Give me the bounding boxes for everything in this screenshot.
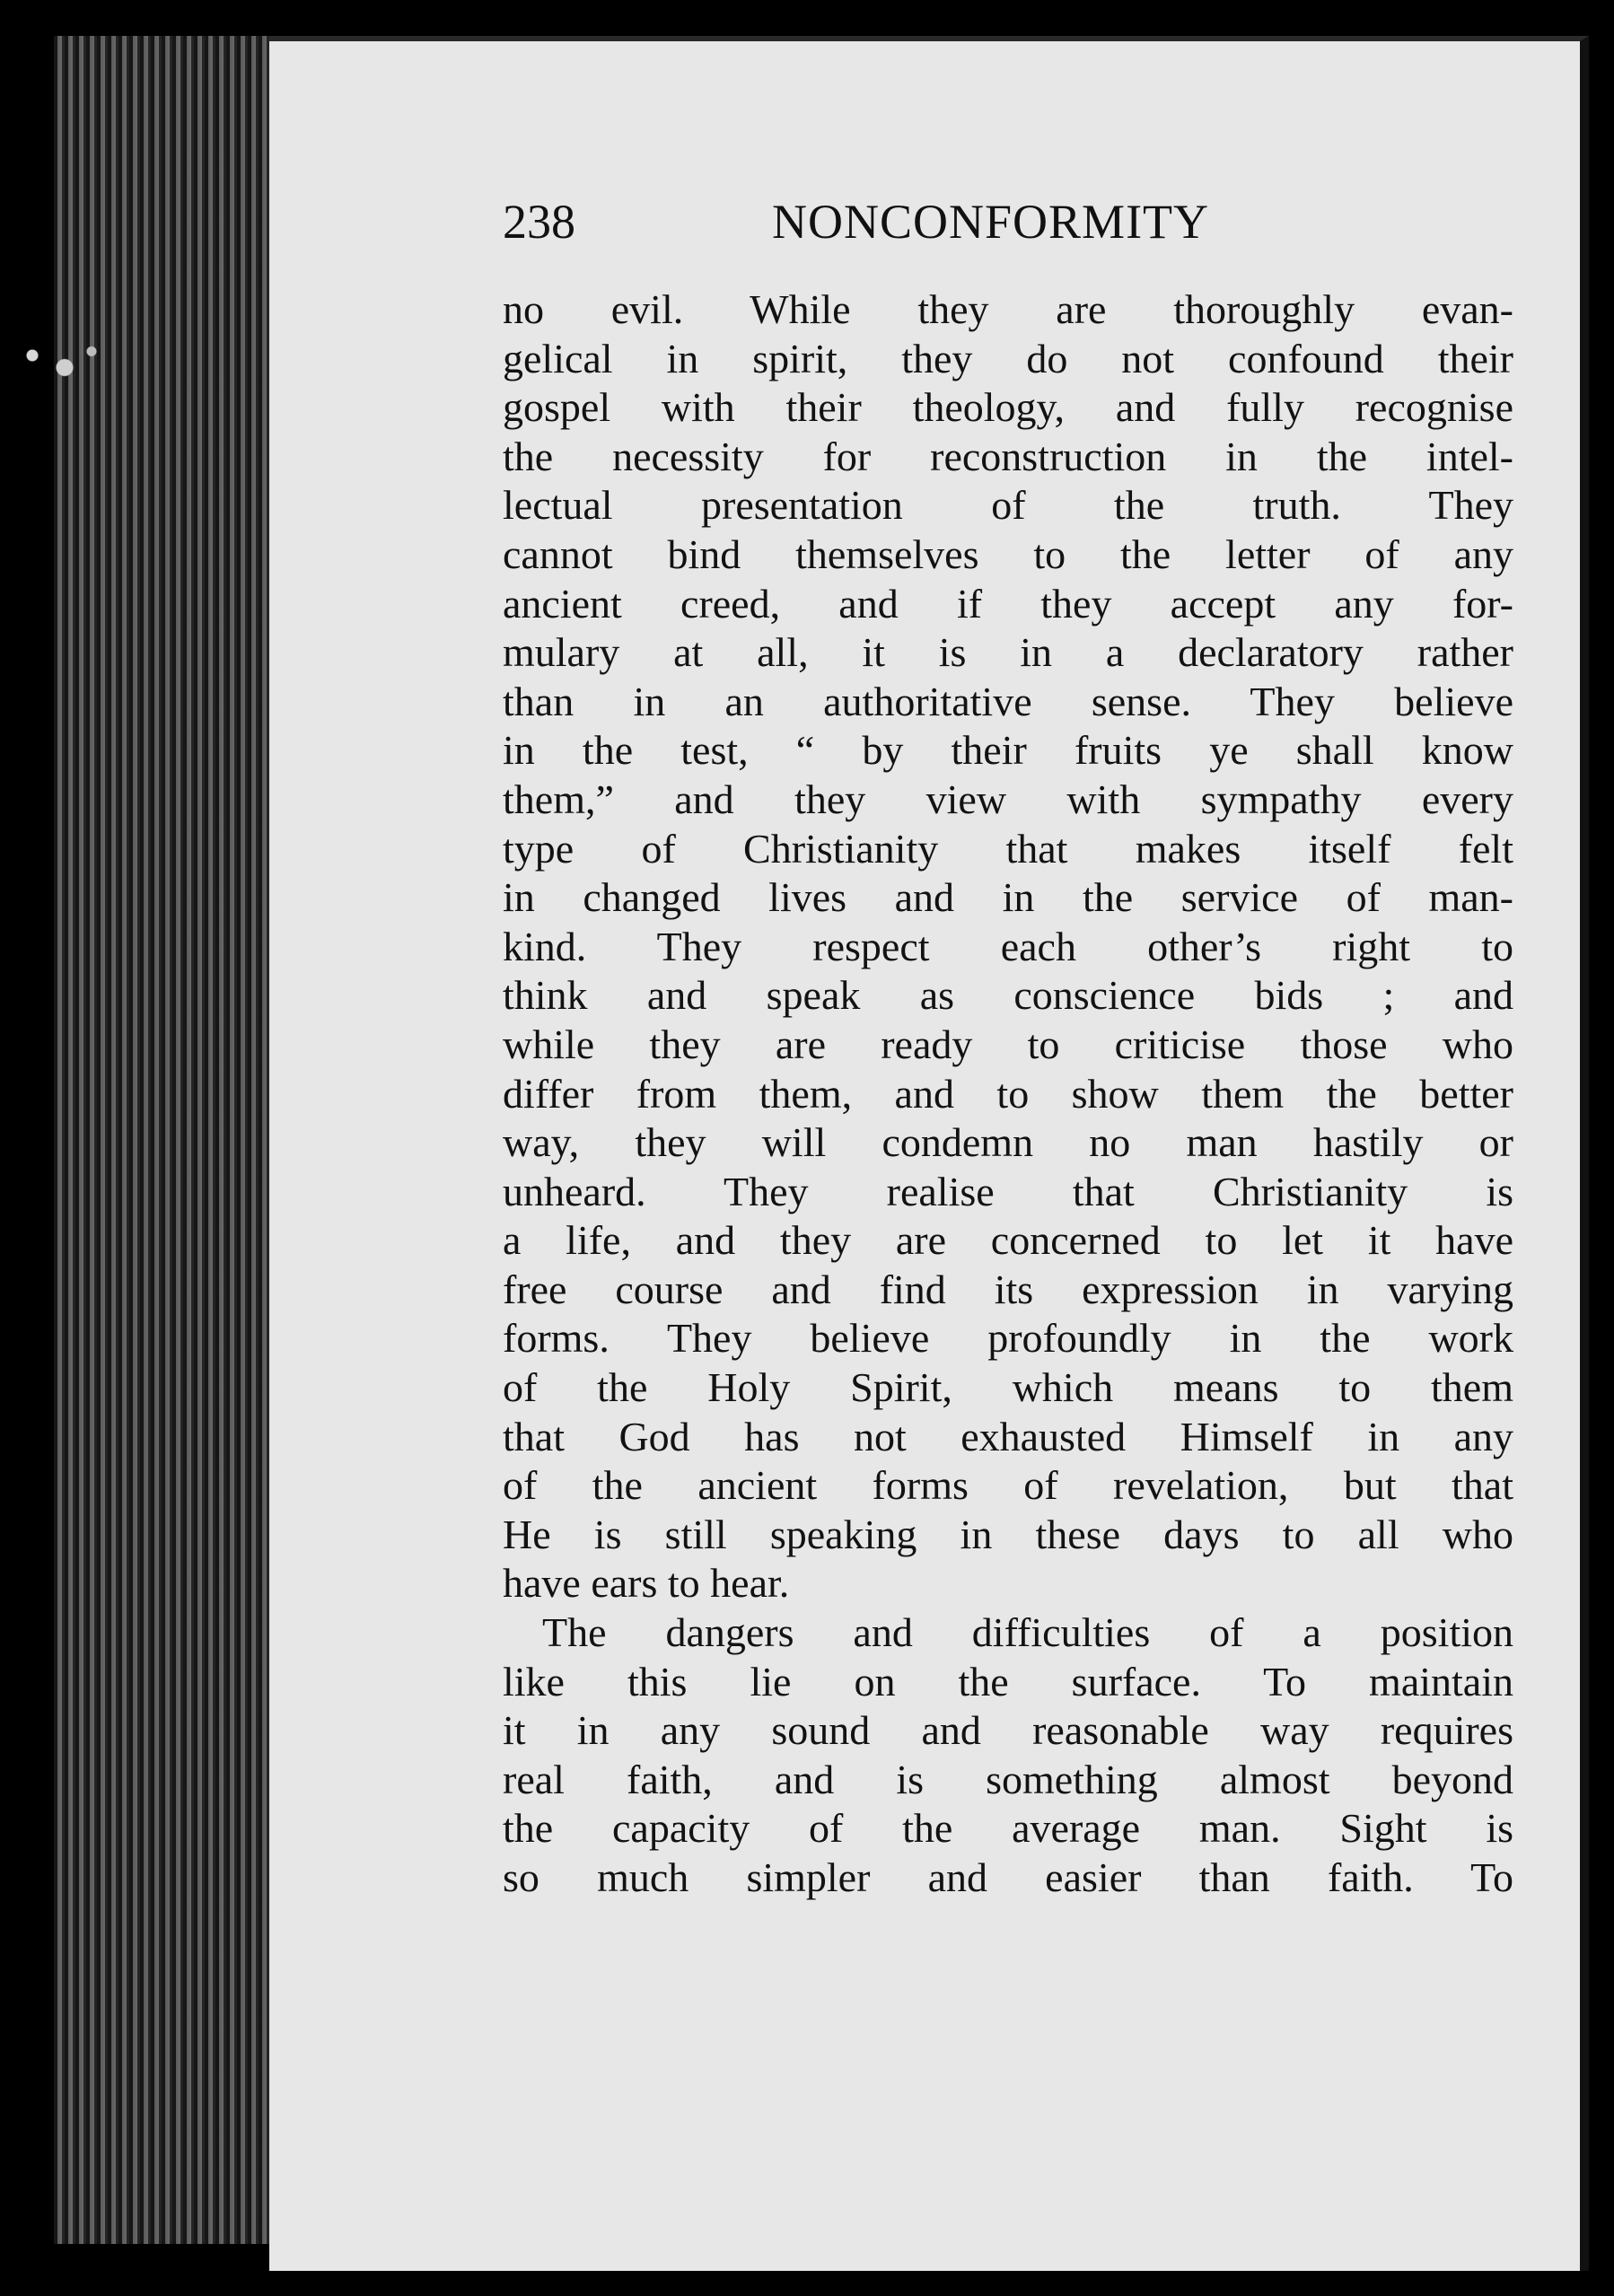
text-line: the capacity of the average man. Sight is — [503, 1805, 1513, 1852]
page-number: 238 — [503, 195, 575, 249]
text-line: type of Christianity that makes itself felt — [503, 825, 1513, 872]
text-line: so much simpler and easier than faith. To — [503, 1854, 1513, 1900]
text-line: have ears to hear. — [503, 1560, 790, 1607]
text-line: He is still speaking in these days to all who — [503, 1511, 1513, 1557]
text-line: forms. They believe profoundly in the work — [503, 1315, 1513, 1362]
text-line: gospel with their theology, and fully recognise — [503, 384, 1513, 431]
text-line: lectual presentation of the truth. They — [503, 482, 1513, 529]
text-line: unheard. They realise that Christianity is — [503, 1168, 1513, 1214]
text-line: The dangers and difficulties of a position — [542, 1609, 1513, 1656]
text-line: differ from them, and to show them the better — [503, 1070, 1513, 1117]
text-line: like this lie on the surface. To maintain — [503, 1658, 1513, 1704]
text-line: them,” and they view with sympathy every — [503, 776, 1513, 822]
text-line: that God has not exhausted Himself in any — [503, 1413, 1513, 1459]
text-line: of the Holy Spirit, which means to them — [503, 1364, 1513, 1411]
page-header — [503, 194, 1508, 266]
text-line: cannot bind themselves to the letter of any — [503, 530, 1513, 577]
text-line: than in an authoritative sense. They believe — [503, 678, 1513, 724]
text-line: a life, and they are concerned to let it have — [503, 1217, 1513, 1264]
text-line: mulary at all, it is in a declaratory rather — [503, 629, 1513, 676]
text-line: in the test, “ by their fruits ye shall know — [503, 727, 1513, 774]
text-line: kind. They respect each other’s right to — [503, 923, 1513, 969]
text-line: in changed lives and in the service of man- — [503, 874, 1513, 921]
text-line: free course and find its expression in varying — [503, 1266, 1513, 1312]
text-line: gelical in spirit, they do not confound their — [503, 335, 1513, 381]
text-line: the necessity for reconstruction in the intel- — [503, 433, 1513, 479]
text-line: no evil. While they are thoroughly evan- — [503, 286, 1513, 332]
text-line: way, they will condemn no man hastily or — [503, 1119, 1513, 1166]
page-sheet — [269, 36, 1589, 2271]
text-line: real faith, and is something almost beyond — [503, 1756, 1513, 1802]
text-line: it in any sound and reasonable way requires — [503, 1707, 1513, 1754]
text-line: think and speak as conscience bids ; and — [503, 972, 1513, 1019]
text-line: while they are ready to criticise those who — [503, 1021, 1513, 1067]
body-text — [503, 285, 1513, 1903]
text-line: ancient creed, and if they accept any for- — [503, 580, 1513, 627]
running-head: NONCONFORMITY — [772, 195, 1210, 249]
scan-specks — [0, 323, 108, 404]
text-line: of the ancient forms of revelation, but that — [503, 1462, 1513, 1509]
